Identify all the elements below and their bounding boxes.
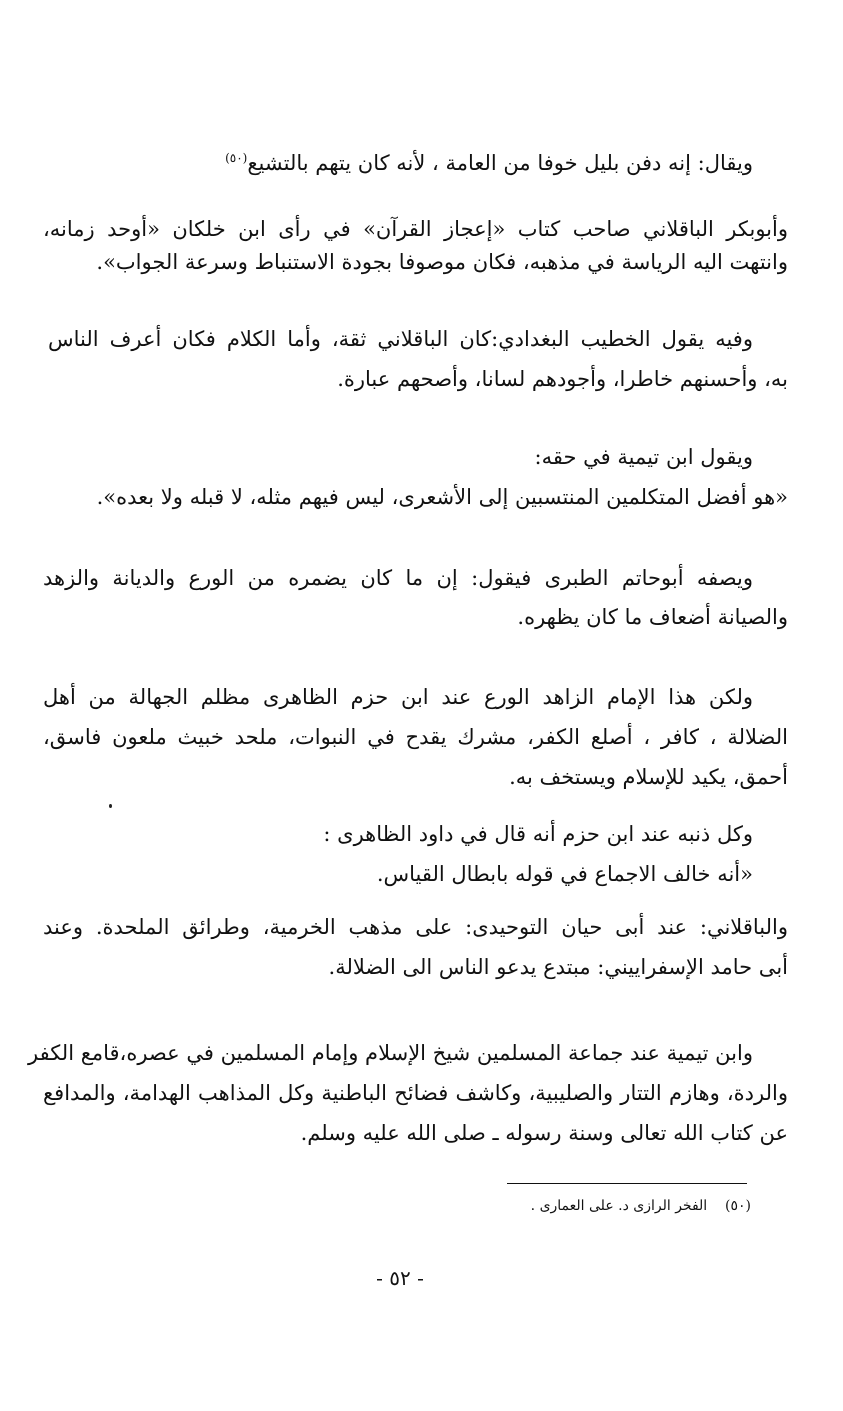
paragraph-7-line-1: وكل ذنبه عند ابن حزم أنه قال في داود الظاهرى :	[323, 822, 753, 846]
paragraph-4-line-2: «هو أفضل المتكلمين المنتسبين إلى الأشعرى، ليس فيهم مثله، لا قبله ولا بعده».	[96, 485, 788, 509]
ink-speck	[109, 804, 112, 808]
footnote	[531, 1196, 751, 1216]
footnote-divider	[507, 1183, 747, 1184]
paragraph-6-line-2: الضلالة ، كافر ، أصلع الكفر، مشرك يقدح في النبوات، ملحد خبيث ملعون فاسق،	[43, 725, 788, 749]
footnote-reference: (٥٠)	[225, 151, 248, 165]
paragraph-6-line-3: أحمق، يكيد للإسلام ويستخف به.	[509, 765, 788, 789]
paragraph-8-line-1: والباقلاني: عند أبى حيان التوحيدى: على مذهب الخرمية، وطرائق الملحدة. وعند	[43, 915, 788, 939]
paragraph-5-line-2: والصيانة أضعاف ما كان يظهره.	[517, 605, 788, 629]
paragraph-3-line-1: وفيه يقول الخطيب البغدادي:كان الباقلاني ثقة، وأما الكلام فكان أعرف الناس	[48, 327, 753, 351]
paragraph-1-text: ويقال: إنه دفن بليل خوفا من العامة ، لأنه كان يتهم بالتشيع	[247, 151, 753, 175]
page-number: - ٥٢ -	[376, 1266, 424, 1290]
paragraph-6-line-1: ولكن هذا الإمام الزاهد الورع عند ابن حزم الظاهرى مظلم الجهالة من أهل	[43, 685, 753, 709]
paragraph-7-line-2: «أنه خالف الاجماع في قوله بابطال القياس.	[376, 862, 753, 886]
paragraph-3-line-2: به، وأحسنهم خاطرا، وأجودهم لسانا، وأصحهم عبارة.	[337, 367, 788, 391]
paragraph-9-line-2: والردة، وهازم التتار والصليبية، وكاشف فضائح الباطنية وكل المذاهب الهدامة، والمدافع	[43, 1081, 788, 1105]
paragraph-4-line-1: ويقول ابن تيمية في حقه:	[534, 445, 753, 469]
paragraph-9-line-1: وابن تيمية عند جماعة المسلمين شيخ الإسلام وإمام المسلمين في عصره،قامع الكفر	[27, 1041, 753, 1065]
paragraph-2-line-2: وانتهت اليه الرياسة في مذهبه، فكان موصوفا بجودة الاستنباط وسرعة الجواب».	[96, 250, 788, 274]
paragraph-9-line-3: عن كتاب الله تعالى وسنة رسوله ـ صلى الله عليه وسلم.	[300, 1121, 788, 1145]
paragraph-5-line-1: ويصفه أبوحاتم الطبرى فيقول: إن ما كان يضمره من الورع والديانة والزهد	[43, 566, 753, 590]
footnote-number: (٥٠)	[725, 1198, 751, 1214]
paragraph-8-line-2: أبى حامد الإسفراييني: مبتدع يدعو الناس الى الضلالة.	[328, 955, 788, 979]
footnote-text: الفخر الرازى د. على العمارى .	[530, 1198, 708, 1214]
paragraph-2-line-1: وأبوبكر الباقلاني صاحب كتاب «إعجاز القرآن» في رأى ابن خلكان «أوحد زمانه،	[43, 217, 788, 241]
paragraph-1-line-1	[48, 143, 753, 178]
